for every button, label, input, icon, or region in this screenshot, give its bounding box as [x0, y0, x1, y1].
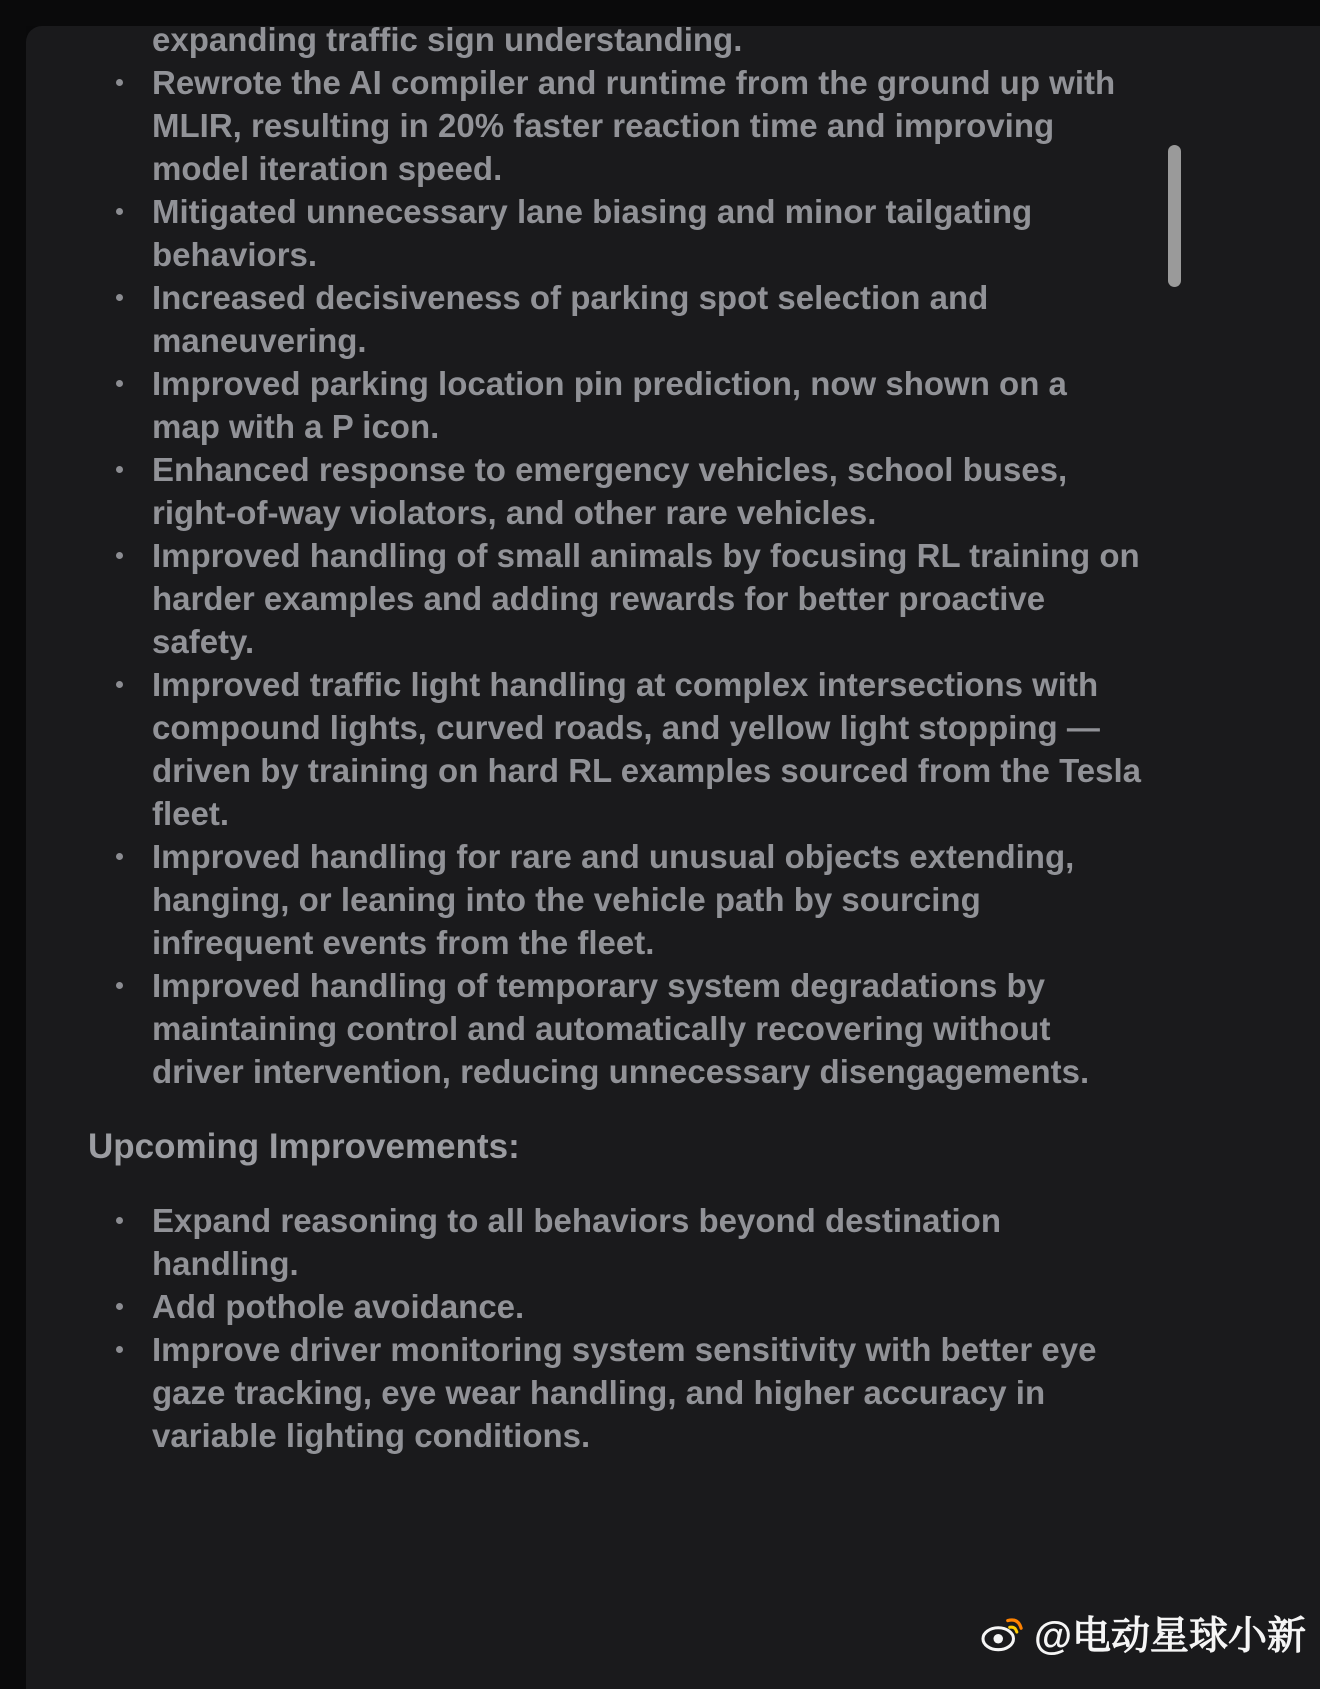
- upcoming-item-text: Improve driver monitoring system sensitivity with better eye gaze tracking, eye wear handling, and higher accuracy in variable lighting conditions.: [152, 1331, 1097, 1454]
- bullet-icon: [116, 79, 123, 86]
- release-note-text: Improved traffic light handling at complex intersections with compound lights, curved roads, and yellow light stopping — driven by training on hard RL examples sourced from the Tesla fleet.: [152, 666, 1142, 832]
- bullet-icon: [116, 294, 123, 301]
- bullet-icon: [116, 681, 123, 688]
- watermark-text: @电动星球小新: [1033, 1615, 1306, 1658]
- bullet-icon: [116, 380, 123, 387]
- release-note-text: Rewrote the AI compiler and runtime from the ground up with MLIR, resulting in 20% faster reaction time and improving model iteration speed.: [152, 64, 1116, 187]
- release-note-item: [152, 534, 1142, 663]
- release-note-item: [152, 835, 1142, 964]
- release-note-text: Improved handling of temporary system degradations by maintaining control and automatically recovering without driver intervention, reducing unnecessary disengagements.: [152, 967, 1090, 1090]
- release-note-item: [152, 276, 1142, 362]
- bullet-icon: [116, 1217, 123, 1224]
- upcoming-item-text: Expand reasoning to all behaviors beyond destination handling.: [152, 1202, 1001, 1282]
- release-note-text: Improved handling for rare and unusual objects extending, hanging, or leaning into the vehicle path by sourcing infrequent events from the fleet.: [152, 838, 1075, 961]
- scrollbar-thumb[interactable]: [1168, 145, 1181, 287]
- bullet-icon: [116, 208, 123, 215]
- left-edge-border: [0, 0, 26, 1689]
- release-note-item: [152, 663, 1142, 835]
- top-edge-border: [0, 0, 1320, 26]
- weibo-icon: [980, 1613, 1026, 1653]
- bullet-icon: [116, 982, 123, 989]
- release-note-text: Improved handling of small animals by focusing RL training on harder examples and adding rewards for better proactive safety.: [152, 537, 1140, 660]
- release-note-text: Improved parking location pin prediction, now shown on a map with a P icon.: [152, 365, 1067, 445]
- release-note-item: [152, 362, 1142, 448]
- release-note-text: Enhanced response to emergency vehicles, school buses, right-of-way violators, and other rare vehicles.: [152, 451, 1068, 531]
- upcoming-item: [152, 1199, 1142, 1285]
- weibo-watermark: [980, 1605, 1306, 1661]
- release-notes-list: [26, 61, 1320, 1093]
- upcoming-improvements-heading: Upcoming Improvements:: [88, 1127, 520, 1166]
- release-note-item: [152, 190, 1142, 276]
- upcoming-item: [152, 1285, 1142, 1328]
- upcoming-item-text: Add pothole avoidance.: [152, 1288, 525, 1325]
- release-notes-panel: [26, 26, 1320, 1689]
- release-note-item: [152, 964, 1142, 1093]
- release-note-item: [152, 61, 1142, 190]
- bullet-icon: [116, 466, 123, 473]
- release-note-continuation-line: expanding traffic sign understanding.: [152, 26, 743, 58]
- release-note-text: Mitigated unnecessary lane biasing and minor tailgating behaviors.: [152, 193, 1033, 273]
- upcoming-item: [152, 1328, 1142, 1457]
- bullet-icon: [116, 853, 123, 860]
- bullet-icon: [116, 1346, 123, 1353]
- release-note-item: [152, 448, 1142, 534]
- bullet-icon: [116, 1303, 123, 1310]
- release-note-text: Increased decisiveness of parking spot selection and maneuvering.: [152, 279, 989, 359]
- bullet-icon: [116, 552, 123, 559]
- upcoming-improvements-list: [26, 1199, 1320, 1457]
